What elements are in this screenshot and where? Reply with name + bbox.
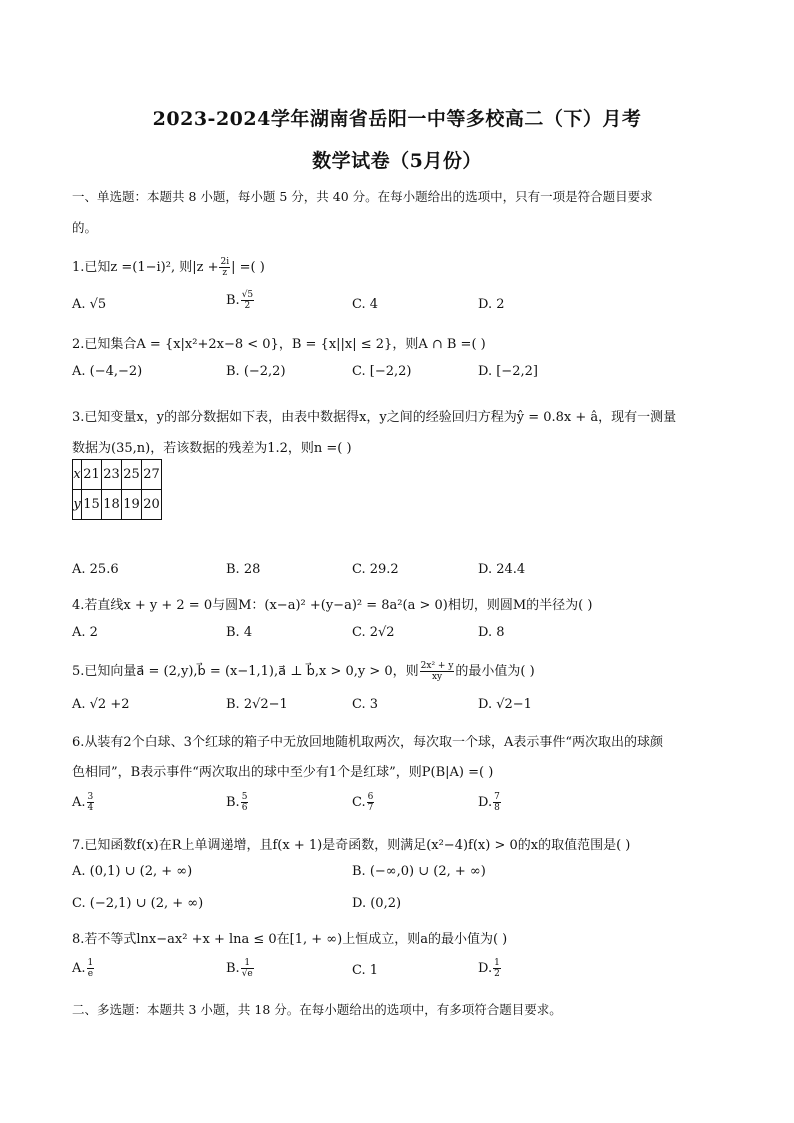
table-cell: 21: [82, 460, 102, 490]
q8-option-d-num: 1: [494, 958, 500, 968]
q6-option-d: [478, 792, 502, 813]
question-6-stem-line2: 色相同”，B表示事件“两次取出的球中至少有1个是红球”，则P(B|A) =( ): [72, 765, 494, 780]
q3-option-a: A. 25.6: [72, 562, 119, 577]
q5-frac-den: xy: [431, 672, 443, 682]
q7-option-c: C. (−2,1) ∪ (2, + ∞): [72, 896, 204, 911]
q1-option-a: A. √5: [72, 297, 107, 312]
q5-option-b: B. 2√2−1: [226, 697, 288, 712]
q8-option-b-den: √e: [241, 969, 253, 979]
table-cell: 20: [142, 490, 162, 520]
table-row: [73, 460, 162, 490]
q1-option-d: D. 2: [478, 297, 505, 312]
q5-option-d: D. √2−1: [478, 697, 532, 712]
q2-option-c: C. [−2,2): [352, 364, 412, 379]
q6-option-a: [72, 792, 95, 813]
q5-frac-num: 2x² + y: [420, 661, 454, 671]
exam-title-line1: 2023-2024学年湖南省岳阳一中等多校高二（下）月考: [152, 108, 642, 130]
question-4-stem: 4.若直线x + y + 2 = 0与圆M：(x−a)² +(y−a)² = 8a²(a > 0)相切，则圆M的半径为( ): [72, 598, 593, 613]
q6-option-a-prefix: A.: [72, 795, 86, 810]
q1-stem-a: 1.已知z =(1−i)², 则|z +: [72, 260, 219, 275]
q7-option-b: B. (−∞,0) ∪ (2, + ∞): [352, 864, 486, 879]
q1-option-c: C. 4: [352, 297, 379, 312]
q8-option-b: [226, 958, 255, 979]
q6-option-c-fraction: [367, 792, 375, 813]
q6-option-d-num: 7: [494, 792, 500, 802]
section1-instructions: 一、单选题：本题共 8 小题，每小题 5 分，共 40 分。在每小题给出的选项中，只有一项是符合题目要求: [72, 189, 653, 204]
q6-option-d-den: 8: [494, 803, 500, 813]
q5-stem-b: 的最小值为( ): [455, 664, 535, 679]
table-cell: 25: [122, 460, 142, 490]
table-cell: 15: [82, 490, 102, 520]
q1-stem-b: | =( ): [231, 260, 265, 275]
q5-stem-a: 5.已知向量a⃗ = (2,y),b⃗ = (x−1,1),a⃗ ⊥ b⃗,x > 0,y > 0，则: [72, 664, 419, 679]
q1-fraction: [219, 257, 230, 278]
question-6-stem-line1: 6.从装有2个白球、3个红球的箱子中无放回地随机取两次，每次取一个球，A表示事件“两次取出的球颜: [72, 735, 663, 750]
q8-option-a-den: e: [87, 969, 94, 979]
q2-option-b: B. (−2,2): [226, 364, 286, 379]
q6-option-a-den: 4: [87, 803, 94, 813]
q8-option-d-fraction: [493, 958, 501, 979]
question-3-stem-line1: 3.已知变量x，y的部分数据如下表，由表中数据得x，y之间的经验回归方程为ŷ = 0.8x + â，现有一测量: [72, 410, 677, 425]
q4-option-b: B. 4: [226, 625, 253, 640]
q1-option-b-fraction: [241, 290, 254, 311]
q1-frac-den: z: [222, 268, 228, 278]
q6-option-b-fraction: [241, 792, 249, 813]
table-cell: 19: [122, 490, 142, 520]
q3-option-c: C. 29.2: [352, 562, 399, 577]
table-cell: 18: [102, 490, 122, 520]
q8-option-b-fraction: [241, 958, 254, 979]
q5-option-a: A. √2 +2: [72, 697, 130, 712]
q6-option-a-num: 3: [87, 792, 94, 802]
q8-option-b-prefix: B.: [226, 961, 240, 976]
q8-option-c: C. 1: [352, 963, 379, 978]
q8-option-b-num: 1: [241, 958, 254, 969]
q2-option-a: A. (−4,−2): [72, 364, 143, 379]
question-7-stem: 7.已知函数f(x)在R上单调递增，且f(x + 1)是奇函数，则满足(x²−4)f(x) > 0的x的取值范围是( ): [72, 838, 631, 853]
q6-option-d-fraction: [493, 792, 501, 813]
q6-option-c-num: 6: [367, 792, 374, 802]
q1-option-b-num: √5: [241, 290, 254, 300]
table-cell: 23: [102, 460, 122, 490]
table-cell: y: [73, 490, 82, 520]
q8-option-a-prefix: A.: [72, 961, 86, 976]
q6-option-c-den: 7: [367, 803, 374, 813]
q3-option-d: D. 24.4: [478, 562, 526, 577]
q6-option-d-prefix: D.: [478, 795, 493, 810]
q1-option-b-prefix: B.: [226, 293, 240, 308]
q6-option-c: [352, 792, 375, 813]
q2-option-d: D. [−2,2]: [478, 364, 538, 379]
section1-instructions-cont: 的。: [72, 220, 98, 235]
q7-option-d: D. (0,2): [352, 896, 402, 911]
q1-frac-num: 2i: [220, 257, 230, 267]
q6-option-b-prefix: B.: [226, 795, 240, 810]
table-row: [73, 490, 162, 520]
q8-option-a-num: 1: [87, 958, 94, 968]
table-cell: x: [73, 460, 82, 490]
q7-option-a: A. (0,1) ∪ (2, + ∞): [72, 864, 193, 879]
q4-option-d: D. 8: [478, 625, 505, 640]
question-3-stem-line2: 数据为(35,n)，若该数据的残差为1.2，则n =( ): [72, 441, 352, 456]
q6-option-b-num: 5: [241, 792, 248, 802]
q3-data-table: [72, 459, 162, 520]
q8-option-d-den: 2: [494, 969, 500, 979]
table-cell: 27: [142, 460, 162, 490]
q8-option-d-prefix: D.: [478, 961, 493, 976]
q8-option-a-fraction: [87, 958, 95, 979]
q8-option-d: [478, 958, 502, 979]
section2-instructions: 二、多选题：本题共 3 小题，共 18 分。在每小题给出的选项中，有多项符合题目要求。: [72, 1002, 562, 1017]
q4-option-c: C. 2√2: [352, 625, 395, 640]
question-1-stem: [72, 256, 265, 278]
q6-option-c-prefix: C.: [352, 795, 366, 810]
q1-option-b-den: 2: [244, 301, 251, 311]
q5-fraction: [420, 661, 455, 682]
q8-option-a: [72, 958, 95, 979]
q3-option-b: B. 28: [226, 562, 261, 577]
q1-option-b: [226, 290, 255, 311]
q5-option-c: C. 3: [352, 697, 379, 712]
q4-option-a: A. 2: [72, 625, 98, 640]
q6-option-b: [226, 792, 249, 813]
question-2-stem: 2.已知集合A = {x|x²+2x−8 < 0}，B = {x||x| ≤ 2}，则A ∩ B =( ): [72, 337, 486, 352]
q6-option-b-den: 6: [241, 803, 248, 813]
question-8-stem: 8.若不等式lnx−ax² +x + lna ≤ 0在[1, + ∞)上恒成立，则a的最小值为( ): [72, 932, 508, 947]
question-5-stem: [72, 660, 535, 682]
exam-title-line2: 数学试卷（5月份）: [312, 150, 482, 172]
q6-option-a-fraction: [87, 792, 95, 813]
